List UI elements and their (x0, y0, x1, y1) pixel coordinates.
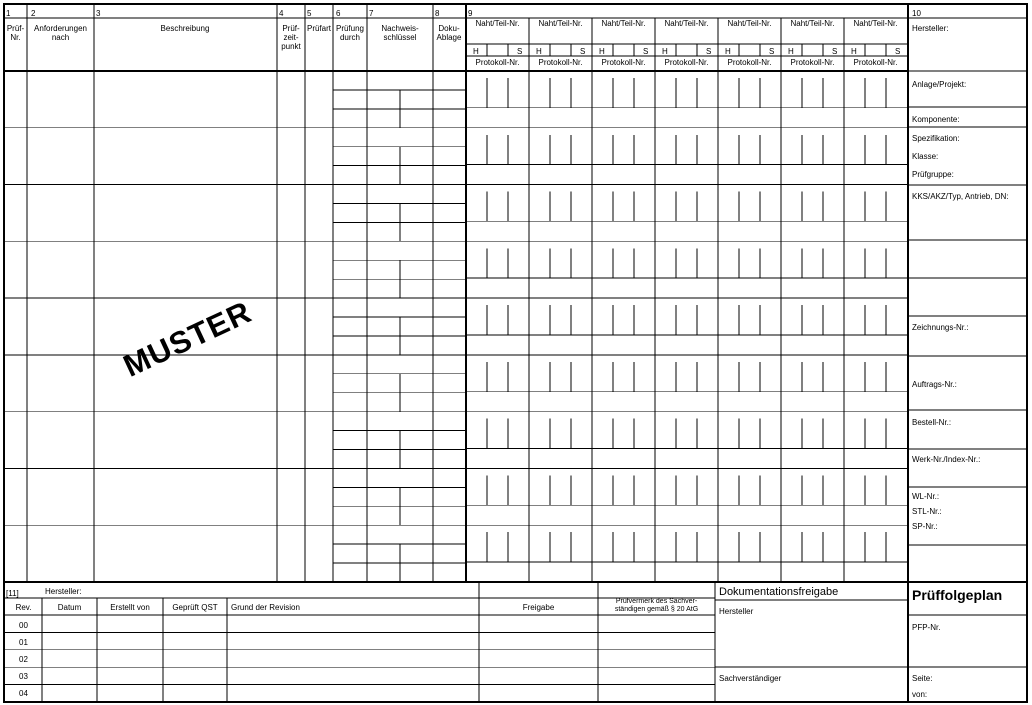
s-label-3: S (643, 47, 649, 56)
rev-03: 03 (19, 672, 28, 681)
col-num-4: 4 (279, 9, 284, 18)
col-title-pruefzeitpunkt: Prüf- zeit- punkt (281, 24, 301, 52)
label-stl: STL-Nr.: (912, 507, 942, 516)
h-label-4: H (662, 47, 668, 56)
col-num-7: 7 (369, 9, 374, 18)
label-komponente: Komponente: (912, 115, 960, 124)
col-title-pruef-nr: Prüf- Nr. (6, 24, 25, 43)
h-label-3: H (599, 47, 605, 56)
col-title-doku-ablage: Doku- Ablage (436, 24, 462, 43)
watermark-muster: MUSTER (118, 294, 257, 384)
footer-rev-header: Rev. (15, 603, 32, 612)
s-label-1: S (517, 47, 523, 56)
h-label-2: H (536, 47, 542, 56)
rev-04: 04 (19, 689, 28, 698)
col-num-6: 6 (336, 9, 341, 18)
label-bestell: Bestell-Nr.: (912, 418, 952, 427)
naht-label-1: Naht/Teil-Nr. (475, 19, 520, 28)
von-label: von: (912, 690, 928, 699)
naht-label-7: Naht/Teil-Nr. (853, 19, 898, 28)
col-title-pruefung-durch: Prüfung durch (335, 24, 365, 43)
footer-freigabe-header: Freigabe (522, 603, 555, 612)
label-hersteller: Hersteller: (912, 24, 949, 33)
h-label-7: H (851, 47, 857, 56)
seite-label: Seite: (912, 674, 933, 683)
protokoll-label-5: Protokoll-Nr. (727, 58, 772, 67)
s-label-4: S (706, 47, 712, 56)
footer-section-number: [11] (6, 589, 19, 598)
col-title-anforderungen: Anforderungen nach (34, 24, 87, 43)
footer-datum-header: Datum (57, 603, 82, 612)
label-spezifikation: Spezifikation: (912, 134, 960, 143)
rev-02: 02 (19, 655, 28, 664)
col-num-3: 3 (96, 9, 101, 18)
col-num-2: 2 (31, 9, 36, 18)
label-wl: WL-Nr.: (912, 492, 940, 501)
label-pruefgruppe: Prüfgruppe: (912, 170, 954, 179)
rev-00: 00 (19, 621, 28, 630)
col-num-10: 10 (912, 9, 921, 18)
footer-pruefvermerk-header: Prüfvermerk des Sachver- ständigen gemäß § 20 AtG (614, 598, 699, 614)
col-num-8: 8 (435, 9, 440, 18)
label-auftrag: Auftrags-Nr.: (912, 380, 957, 389)
protokoll-label-3: Protokoll-Nr. (601, 58, 646, 67)
doku-freigabe-title: Dokumentationsfreigabe (719, 586, 839, 598)
footer-erstellt-header: Erstellt von (110, 603, 150, 612)
doku-hersteller-label: Hersteller (719, 607, 754, 616)
col-title-pruefart: Prüfart (306, 24, 331, 33)
protokoll-label-7: Protokoll-Nr. (853, 58, 898, 67)
protokoll-label-4: Protokoll-Nr. (664, 58, 709, 67)
doku-sachverstaendiger-label: Sachverständiger (719, 674, 782, 683)
h-label-6: H (788, 47, 794, 56)
footer-hersteller: Hersteller: (45, 587, 82, 596)
label-sp: SP-Nr.: (912, 522, 938, 531)
col-num-1: 1 (6, 9, 11, 18)
col-title-beschreibung: Beschreibung (160, 24, 210, 33)
naht-label-6: Naht/Teil-Nr. (790, 19, 835, 28)
protokoll-label-1: Protokoll-Nr. (475, 58, 520, 67)
footer-geprueft-header: Geprüft QST (172, 603, 218, 612)
label-kks: KKS/AKZ/Typ, Antrieb, DN: (912, 192, 1009, 201)
rev-01: 01 (19, 638, 28, 647)
col-title-nachweisschluessel: Nachweis- schlüssel (381, 24, 419, 43)
protokoll-label-2: Protokoll-Nr. (538, 58, 583, 67)
h-label-1: H (473, 47, 479, 56)
label-zeichnung: Zeichnungs-Nr.: (912, 323, 969, 332)
s-label-7: S (895, 47, 901, 56)
naht-label-2: Naht/Teil-Nr. (538, 19, 583, 28)
col-num-5: 5 (307, 9, 312, 18)
plan-title: Prüffolgeplan (912, 587, 1003, 603)
protokoll-label-6: Protokoll-Nr. (790, 58, 835, 67)
col-num-9: 9 (468, 9, 473, 18)
label-werk: Werk-Nr./Index-Nr.: (912, 455, 981, 464)
s-label-2: S (580, 47, 586, 56)
h-label-5: H (725, 47, 731, 56)
label-klasse: Klasse: (912, 152, 939, 161)
naht-label-4: Naht/Teil-Nr. (664, 19, 709, 28)
s-label-6: S (832, 47, 838, 56)
naht-label-3: Naht/Teil-Nr. (601, 19, 646, 28)
label-anlage: Anlage/Projekt: (912, 80, 967, 89)
pfp-nr-label: PFP-Nr. (912, 623, 941, 632)
footer-grund-header: Grund der Revision (231, 603, 300, 612)
naht-label-5: Naht/Teil-Nr. (727, 19, 772, 28)
s-label-5: S (769, 47, 775, 56)
